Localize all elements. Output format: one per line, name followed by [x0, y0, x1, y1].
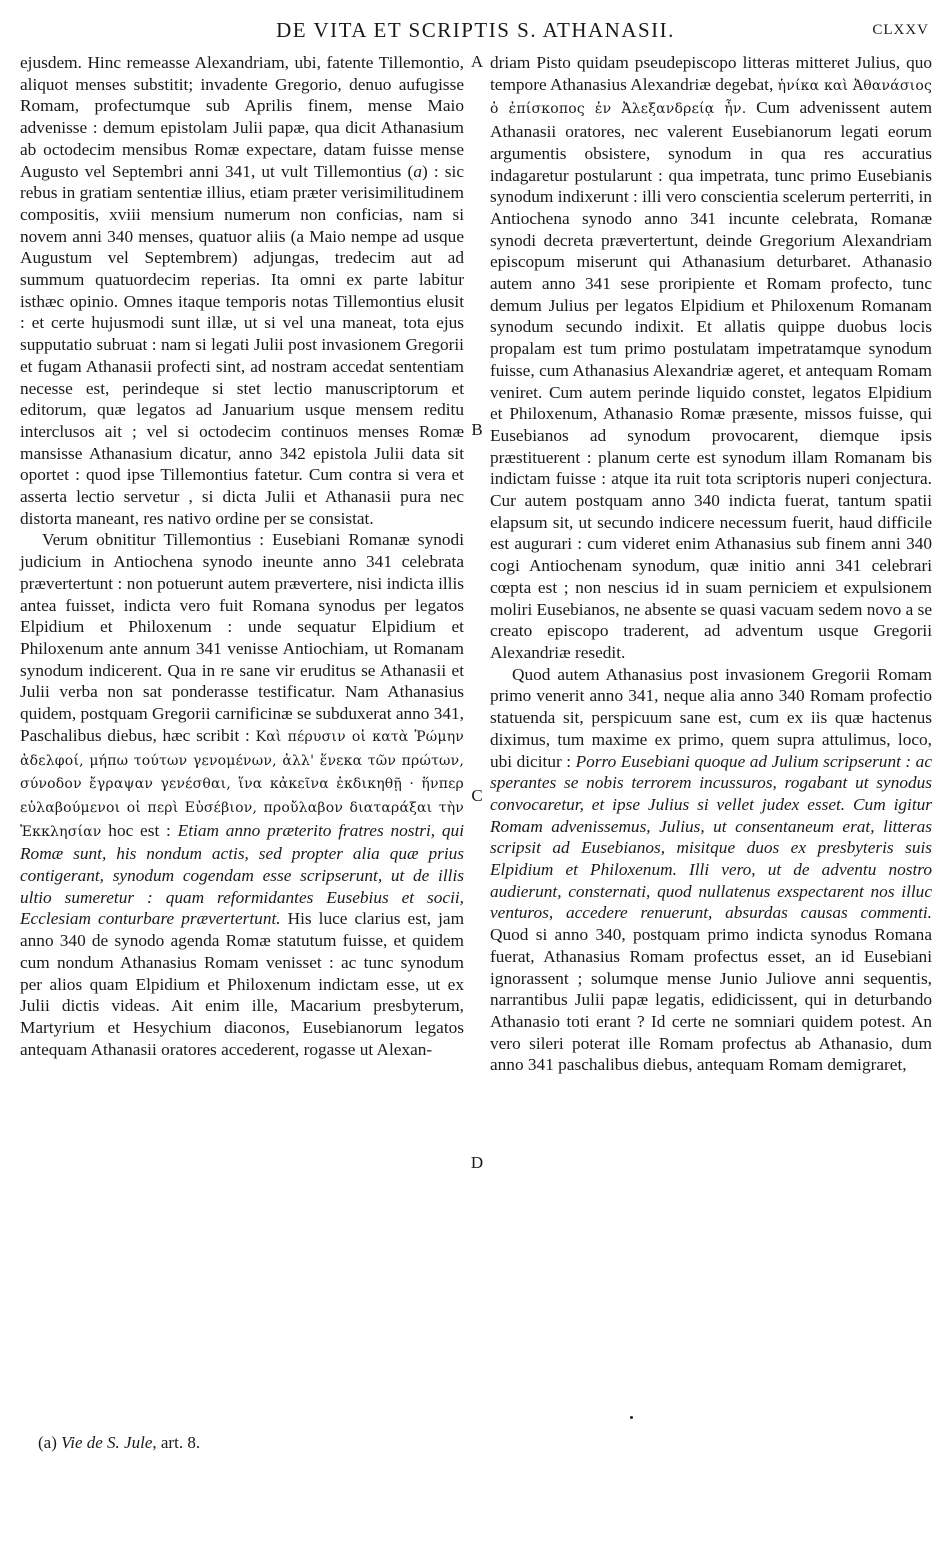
right-column [490, 52, 932, 1076]
left-column [20, 52, 464, 1060]
footnote-reference[interactable]: a [413, 161, 422, 181]
footnote [38, 1433, 200, 1453]
margin-marker-c: C [471, 786, 483, 805]
greek-quotation: Καὶ πέρυσιν οἱ κατὰ Ῥώμην ἀδελφοί, μήπω τούτων γενομένων, ἀλλ' ἕνεκα τῶν πρώτων, σύνοδον ἔγραψαν γενέσθαι, ἵνα κἀκεῖνα ἐκδικηθῇ · ἥνπερ εὐλαβούμενοι οἱ περὶ Εὐσέβιον, προὔλαβον διαταράξαι τὴν Ἐκκλησίαν [20, 728, 464, 840]
greek-quotation: ἡνίκα καὶ Ἀθανάσιος ὁ ἐπίσκοπος ἐν Ἀλεξανδρείᾳ ἦν. [490, 77, 933, 118]
running-title: DE VITA ET SCRIPTIS S. ATHANASII. [276, 18, 675, 42]
right-paragraph-1: driam Pisto quidam pseudepiscopo litteras mitteret Julius, quo tempore Athanasius Alexandriæ degebat, ἡνίκα καὶ Ἀθανάσιος ὁ ἐπίσκοπος ἐν Ἀλεξανδρείᾳ ἦν. Cum advenissent autem Athanasii oratores, nec valerent Eusebianorum legati eorum argumentis obsistere, synodum in qua res accuratius indagaretur postularunt : qua impetrata, tunc primo Eusebianis synodum indixerunt : illi vero conscientia scelerum perterriti, in Antiochena synodo anno 341 incunte celebrata, Romanæ synodi decreta prævertertunt, deinde Gregorium Alexandriam episcopum miserunt qui Athanasium deturbaret. Athanasio autem anno 341 sese proripiente et Romam profecto, tunc demum Julius per legatos Elpidium et Philoxenum Romanam synodum secundo indixit. Et allatis quippe duobus locis propalam est tum primo postulatam impetratamque synodum fuisse, cum Athanasius Alexandriæ ageret, et antequam Romam veniret. Cum autem perinde liquido constet, legatos Elpidium et Philoxenum, Athanasio Romæ præsente, missos fuisse, qui Eusebianos ad synodum provocarent, diemque ipsis præstituerent : planum certe est synodum illam Romanam bis indictam fuisse : atque ita ruit tota scriptoris nuperi conjectura. Cur autem postquam anno 340 indicta fuerat, tantum spatii elapsum sit, ut secundo indicere necessum fuerit, haud difficile est augurari : cum videret enim Athanasius sub finem anni 340 cogi Antiochenam synodum, quæ initio anni 341 celebrari cœpta est ; non nescius id in suam perniciem et expulsionem moliri Eusebianos, ne absente se quasi vacuam sedem novo a se creato episcopo traderent, ad adventum usque Gregorii Alexandriæ resedit. [490, 53, 933, 662]
footnote-title: Vie de S. Jule [61, 1433, 153, 1452]
footnote-reference-text: , art. 8. [152, 1433, 201, 1452]
latin-quotation: Porro Eusebiani quoque ad Julium scripserunt : ac sperantes se nobis terrorem incussuros, rogabant ut synodus convocaretur, et ipse Julius si vellet judex esset. Cum igitur Romam advenissemus, Julius, ut consentaneum erat, litteras scripsit ad Eusebianos, misitque duos ex presbyteris suis Elpidium et Philoxenum. Illi vero, ut de adventu nostro audierunt, consternati, quod nullatenus exspectarent nos illuc venturos, accedere renuerunt, absurdas causas commenti. [490, 751, 932, 923]
footnote-mark: (a) [38, 1433, 57, 1452]
stray-dot [630, 1416, 633, 1419]
left-paragraph-1: ejusdem. Hinc remeasse Alexandriam, ubi, fatente Tillemontio, aliquot menses substitit; invadente Gregorio, denuo aufugisse Romam, profectumque sub Aprilis finem, mense Maio advenisse : demum epistolam Julii papæ, qua dicit Athanasium ab octodecim mensibus Romæ expectare, datam fuisse mense Augusto vel Septembri anni 341, ut vult Tillemontius (a) : sic rebus in gratiam sententiæ illius, etiam præter verisimilitudinem compositis, xviii mensium numerum non conficias, nam si novem anni 340 menses, quatuor aliis (a Maio nempe ad usque Augustum vel Septembrem) adjungas, tredecim aut ad summum quatuordecim reperias. Ita omni ex parte labitur isthæc opinio. Omnes itaque temporis notas Tillemontius elusit : et certe hujusmodi sunt illæ, ut si vel una maneat, tota ejus supputatio subruat : nam si legati Julii post invasionem Gregorii et fugam Athanasii profecti sint, ad nostram accedat sententiam necesse est, perindeque si stet lectio manuscriptorum et editorum, quæ legatos ad Januarium usque mensem reditu interclusos ait ; vel si octodecim continuos menses Romæ mansisse Athanasium dicatur, anno 342 epistola Julii data sit oportet : quod ipse Tillemontius fatetur. Cum contra si vera et asserta lectio servetur , si dicta Julii et Athanasii pura nec distorta maneant, res nativo ordine per se consistat. [20, 53, 464, 528]
margin-marker-d: D [470, 1153, 484, 1172]
left-paragraph-2: Verum obnititur Tillemontius : Eusebiani Romanæ synodi judicium in Antiochena synodo ineunte anno 341 celebrata prævertertunt : non potuerunt autem prævertere, nisi indicta illis antea fuisset, indicta vero fuit Romana synodus per legatos Elpidium et Philoxenum : unde sequatur Elpidium et Philoxenum ante annum 341 venisse Antiochiam, ut Romanam synodum indicerent. Qua in re sane vir eruditus se Athanasii et Julii verba non sat ponderasse testificatur. Nam Athanasius quidem, postquam Gregorii carnificinæ se subduxerat anno 341, Paschalibus diebus, hæc scribit : Καὶ πέρυσιν οἱ κατὰ Ῥώμην ἀδελφοί, μήπω τούτων γενομένων, ἀλλ' ἕνεκα τῶν πρώτων, σύνοδον ἔγραψαν γενέσθαι, ἵνα κἀκεῖνα ἐκδικηθῇ · ἥνπερ εὐλαβούμενοι οἱ περὶ Εὐσέβιον, προὔλαβον διαταράξαι τὴν Ἐκκλησίαν hoc est : Etiam anno præterito fratres nostri, qui Romæ sunt, his nondum actis, sed propter alia quæ prius contigerant, synodum cogendam esse scripserunt, ut de illis ultio sumeretur : quam reformidantes Eusebius et socii, Ecclesiam conturbare prævertertunt. His luce clarius est, jam anno 340 de synodo agenda Romæ statutum fuisse, et quidem cum nondum Athanasius Romam venisset : ac tunc synodum per alios quam Elpidium et Philoxenum indictam esse, ut ex Julii dictis videas. Ait enim ille, Macarium presbyterum, Martyrium et Hesychium diaconos, Eusebianorum legatos antequam Athanasii oratores accederent, rogasse ut Alexan- [20, 530, 465, 1059]
margin-marker-a: A [470, 52, 484, 71]
margin-marker-b: B [471, 420, 483, 439]
right-paragraph-2: Quod autem Athanasius post invasionem Gregorii Romam primo venerit anno 341, neque alia anno 340 Romam profectio statuenda sit, perspicuum sane est, cum ex iis quæ hactenus diximus, tum maxime ex primo, quem supra attulimus, loco, ubi dicitur : Porro Eusebiani quoque ad Julium scripserunt : ac sperantes se nobis terrorem incussuros, rogabant ut synodus convocaretur, et ipse Julius si vellet judex esset. Cum igitur Romam advenissemus, Julius, ut consentaneum erat, litteras scripsit ad Eusebianos, misitque duos ex presbyteris suis Elpidium et Philoxenum. Illi vero, ut de adventu nostro audierunt, consternati, quod nullatenus exspectarent nos illuc venturos, accedere renuerunt, absurdas causas commenti. Quod si anno 340, postquam primo indicta synodus Romana fuerat, Athanasius Romam profectus esset, an id Eusebiani ignorassent ; solumque mense Junio Juliove anni sequentis, narrantibus Julii papæ legatis, edidicissent, qui in deturbando Athanasio toti erant ? Id certe ne somniari quidem potest. An vero sileri poterat ille Romam profectus ab Athanasio, dum anno 341 paschalibus diebus, antequam Romam demigraret, [490, 664, 932, 1075]
page-header [0, 18, 951, 48]
page-number: CLXXV [872, 22, 929, 38]
latin-translation: Etiam anno præterito fratres nostri, qui Romæ sunt, his nondum actis, sed propter alia quæ prius contigerant, synodum cogendam esse scripserunt, ut de illis ultio sumeretur : quam reformidantes Eusebius et socii, Ecclesiam conturbare prævertertunt. [20, 820, 464, 929]
